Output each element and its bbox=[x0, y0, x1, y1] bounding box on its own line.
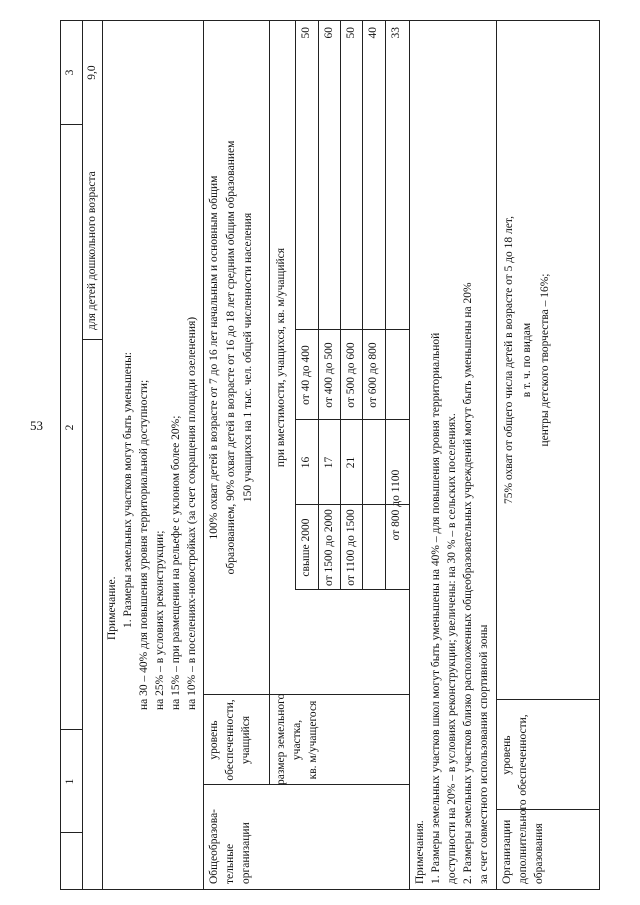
org-label-line: тельные bbox=[224, 843, 236, 884]
capacity-range: от 800 до 1100 bbox=[390, 469, 402, 541]
divider bbox=[203, 20, 204, 890]
divider bbox=[362, 20, 363, 590]
note1-title: Примечание. bbox=[106, 576, 118, 640]
capacity-range: от 400 до 500 bbox=[323, 342, 335, 408]
note2-line: 1. Размеры земельных участков школ могут быть уменьшены на 40% – для повышения уровня территориальной bbox=[430, 332, 442, 884]
level-label-line: уровень bbox=[208, 720, 220, 760]
divider bbox=[82, 339, 102, 340]
capacity-value: 33 bbox=[390, 27, 402, 39]
capacity-range: от 1100 до 1500 bbox=[345, 509, 357, 586]
coverage-line: образованием, 90% охват детей в возрасте от 16 до 18 лет средним общим образованием bbox=[225, 140, 237, 575]
note2-title: Примечания. bbox=[414, 820, 426, 884]
capacity-value: 50 bbox=[300, 27, 312, 39]
table-border-right bbox=[60, 20, 600, 21]
org2-label-line: дополнительного bbox=[517, 799, 529, 884]
standards-table bbox=[60, 20, 600, 890]
coverage-line: 150 учащихся на 1 тыс. чел. общей численности населения bbox=[242, 212, 254, 503]
capacity-range: свыше 2000 bbox=[300, 518, 312, 577]
capacity-range: от 40 до 400 bbox=[300, 345, 312, 405]
table-border-bottom bbox=[599, 20, 600, 890]
divider bbox=[409, 20, 410, 890]
note1-line: на 10% – в поселениях-новостройках (за счет сокращения площади озеленения) bbox=[186, 316, 198, 710]
note1-line: на 30 – 40% для повышения уровня территориальной доступности; bbox=[138, 379, 150, 710]
divider bbox=[385, 20, 386, 590]
divider bbox=[269, 20, 270, 785]
table-border-left bbox=[60, 889, 600, 890]
capacity-range: от 500 до 600 bbox=[345, 342, 357, 408]
divider bbox=[318, 20, 319, 590]
table-border-top bbox=[60, 20, 61, 890]
header-col-2: 2 bbox=[64, 424, 76, 431]
note2-line: за счет совместного использования спортивной зоны bbox=[478, 624, 490, 884]
preschool-label: для детей дошкольного возраста bbox=[86, 171, 98, 330]
capacity-value: 21 bbox=[345, 456, 357, 469]
level-label-line: обеспеченности, bbox=[224, 699, 236, 781]
capacity-range: от 1500 до 2000 bbox=[323, 509, 335, 586]
divider bbox=[340, 20, 341, 590]
header-col-1: 1 bbox=[64, 778, 76, 785]
capacity-value: 40 bbox=[367, 27, 379, 39]
level2-label-line: обеспеченности, bbox=[517, 714, 529, 796]
note2-line: 2. Размеры земельных участков близко расположенных общеобразовательных учреждений могут быть уменьшены на 20% bbox=[462, 282, 474, 884]
preschool-value: 9,0 bbox=[86, 65, 98, 80]
note1-line: на 15% – при размещении на рельефе с уклоном более 20%; bbox=[170, 415, 182, 710]
coverage-line: 100% охват детей в возрасте от 7 до 16 лет начальным и основным общим bbox=[208, 175, 220, 540]
divider bbox=[295, 20, 296, 420]
capacity-header: при вместимости, учащихся, кв. м/учащийся bbox=[275, 247, 287, 468]
org2-label-line: Организации bbox=[501, 819, 513, 884]
capacity-value: 17 bbox=[323, 456, 335, 469]
size-label-line: участка, bbox=[291, 719, 303, 761]
coverage2: 75% охват от общего числа детей в возрасте от 5 до 18 лет, bbox=[503, 216, 515, 504]
level2-label-line: уровень bbox=[501, 735, 513, 775]
note1-line: на 25% – в условиях реконструкции; bbox=[154, 530, 166, 710]
header-col-3: 3 bbox=[64, 69, 76, 76]
note1-line: 1. Размеры земельных участков могут быть уменьшены: bbox=[122, 352, 134, 628]
note2-line: доступности на 20% – в условиях реконструкции; увеличены: на 30 % – в сельских поселениях. bbox=[446, 413, 458, 884]
divider bbox=[496, 20, 497, 890]
coverage2-item: центры детского творчества – 16%; bbox=[539, 273, 551, 447]
org-label-line: Общеобразова- bbox=[208, 808, 220, 884]
capacity-value: 50 bbox=[345, 27, 357, 39]
org2-label-line: образования bbox=[533, 823, 545, 884]
coverage2-subhead: в т. ч. по видам bbox=[521, 322, 533, 398]
size-label-line: кв. м/учащегося bbox=[307, 700, 319, 780]
size-label-line: размер земельного bbox=[275, 693, 287, 785]
level-label-line: учащийся bbox=[240, 715, 252, 765]
org-label-line: организации bbox=[240, 822, 252, 884]
capacity-range: от 600 до 800 bbox=[367, 342, 379, 408]
capacity-value: 60 bbox=[323, 27, 335, 39]
page-number: 53 bbox=[30, 418, 43, 433]
capacity-value: 16 bbox=[300, 456, 312, 469]
divider bbox=[82, 20, 83, 890]
divider bbox=[102, 20, 103, 890]
